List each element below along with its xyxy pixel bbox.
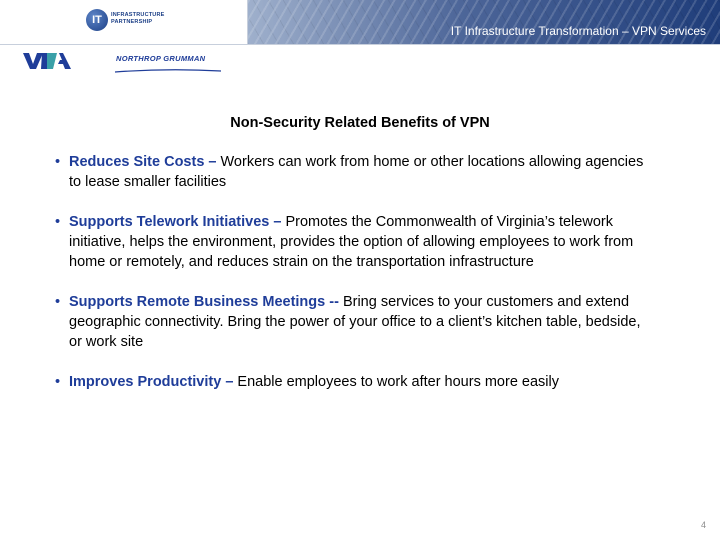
bullet-icon: • [55,154,61,170]
bullet-icon: • [55,374,61,390]
bullet-heading: Supports Remote Business Meetings -- [69,294,343,310]
page-number: 4 [700,520,706,530]
bullet-text: Enable employees to work after hours more easily [237,374,559,390]
list-item [55,372,655,392]
it-partnership-logo-mark: IT [86,9,108,31]
it-partnership-logo-text [111,12,165,25]
bullet-text: Workers can work from home or other locations allowing agencies to lease smaller facilities [69,154,644,190]
bullet-heading: Supports Telework Initiatives – [69,214,286,230]
slide-header [0,0,720,100]
bullet-icon: • [55,294,61,310]
header-divider-vertical [247,0,248,44]
slide-title: Non-Security Related Benefits of VPN [230,115,490,131]
list-item [55,152,655,192]
northrop-grumman-swoosh [113,68,223,74]
bullet-icon: • [55,214,61,230]
list-item [55,292,655,352]
vita-logo [23,53,71,69]
bullet-text: Promotes the Commonwealth of Virginia’s telework initiative, helps the environment, provides the option of allowing employees to work from home or remotely, and reduces strain on the transportation infrastructure [69,214,634,270]
list-item [55,212,655,272]
header-title: IT Infrastructure Transformation – VPN Services [450,24,706,38]
bullet-heading: Reduces Site Costs – [69,154,221,170]
benefits-list [55,152,655,412]
header-divider-horizontal [0,44,720,45]
northrop-grumman-logo: NORTHROP GRUMMAN [116,54,206,63]
bullet-text: Bring services to your customers and extend geographic connectivity. Bring the power of your office to a client’s kitchen table, bedside, or work site [69,294,641,350]
it-partnership-logo-line1: INFRASTRUCTURE [111,12,165,18]
it-partnership-logo-line2: PARTNERSHIP [111,18,153,25]
bullet-heading: Improves Productivity – [69,374,238,390]
it-partnership-logo [86,9,206,37]
